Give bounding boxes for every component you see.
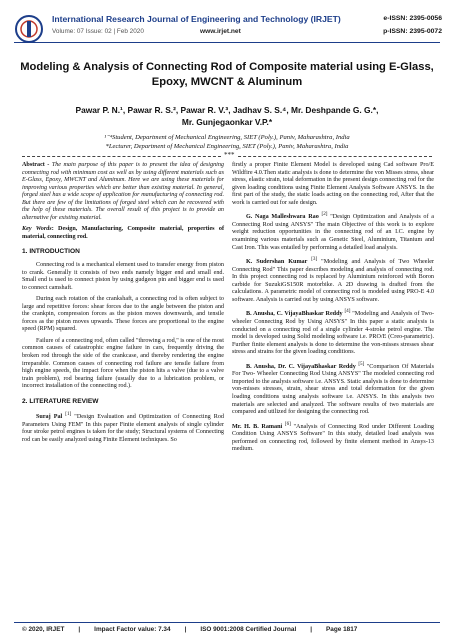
footer-page-number: Page 1817 (326, 626, 358, 633)
lit-ref: [1] (65, 411, 72, 418)
footer-separator: | (310, 626, 313, 633)
literature-item-3 (232, 256, 434, 304)
lit-author: Mr. H. B. Ramani (232, 423, 285, 430)
footer-separator: | (78, 626, 81, 633)
lit-ref: [3] (311, 256, 318, 263)
section-heading-introduction: 1. INTRODUCTION (22, 248, 80, 256)
footer-iso: ISO 9001:2008 Certified Journal (200, 626, 297, 633)
authors-line-1: Pawar P. N.¹, Pawar R. S.², Pawar R. V.³, Jadhav S. S.⁴, Mr. Deshpande G. G.*, (75, 105, 379, 115)
affiliation-lecturer: *Lecturer, Department of Mechanical Engineering, SIET (Poly.), Paniv, Maharashtra, India (105, 142, 349, 150)
lit-text: "Design Optimization and Analysis of a Connecting Rod using ANSYS" The main Objective of this work is to explore weight reduction opportunities in the connecting rod of an I.C. engine by examining various materials such as Genetic Steel, Aluminium, Titanium and Cast Iron. This was entailed by performing a detailed load analysis. (232, 214, 434, 251)
lit-ref: [4] (344, 308, 351, 315)
literature-item-4 (232, 308, 434, 356)
pissn: p-ISSN: 2395-0072 (383, 28, 442, 35)
lit-ref: [6] (284, 420, 291, 427)
lit-author: B. Anusha, C. VijayaBhaskar Reddy (246, 311, 345, 318)
lit-ref: [5] (358, 360, 365, 367)
literature-item-6 (232, 421, 434, 454)
left-column (22, 162, 224, 449)
lit-text: "Comparison Of Materials For Two- Wheeler Connecting Rod Using ANSYS" The modeled connecting rod imported to the analysis software i.e. ANSYS. Static analysis is done to determine von-misses stresses, strain, shear stress and total deformation for the given loading conditions using analysis software i.e. ANSYS. In this analysis two materials are selected and analyzed. The software results of two materials are compared and utilized for designing the connecting rod. (232, 363, 434, 416)
header-rule (14, 42, 440, 43)
keywords (22, 226, 224, 241)
paper-title: Modeling & Analysis of Connecting Rod of Composite material using E-Glass, Epoxy, MWCNT & Aluminum (20, 61, 434, 88)
page-footer (22, 626, 432, 633)
abstract-label: Abstract - (22, 162, 50, 168)
lit-author: G. Naga Malleshwara Rao (246, 214, 322, 221)
literature-item-5 (232, 361, 434, 417)
lit-ref: [2] (321, 211, 328, 218)
abstract (22, 162, 224, 222)
intro-paragraph-2: During each rotation of the crankshaft, a connecting rod is often subject to large and repetitive forces: shear forces due to the angle between the piston and the crankpin, compression forces as the piston moves downwards, and tensile forces as the piston moves upwards. These forces are proportional to the engine speed (RPM) squared. (22, 296, 224, 333)
lit-text: "Modeling and Analysis of Two Wheeler Connecting Rod" This paper describes modeling and analysis of connecting rod. In this project connecting rod is replaced by Aluminium reinforced with Boron carbide for SuzukiGS150R motorbike. A 2D drawing is drafted from the calculations. A parametric model of connecting rod is modeled using PRO-E 4.0 software. Analysis is carried out by using ANSYS software. (232, 259, 434, 303)
footer-rule (14, 622, 440, 623)
lit-text: "Design Evaluation and Optimization of Connecting Rod Parameters Using FEM" In this paper Finite element analysis of single cylinder four stroke petrol engines is taken for the study; Structural systems of Connecting rod can be easily analyzed using Finite Element techniques. So (22, 414, 224, 443)
footer-copyright: © 2020, IRJET (22, 626, 65, 633)
literature-item-2 (232, 211, 434, 252)
footer-impact-factor: Impact Factor value: 7.34 (94, 626, 171, 633)
affiliations (30, 134, 424, 151)
separator-stars: *** (224, 151, 235, 159)
intro-paragraph-3: Failure of a connecting rod, often called "throwing a rod," is one of the most common causes of catastrophic engine failure in cars, frequently driving the broken rod through the side of the crankcase, and thereby rendering the engine irreparable. Common causes of connecting rod failure are tensile failure from high engine speeds, the impact force when the piston hits a valve (due to a valve train problem), rod bearing failure (usually due to a lubrication problem, or incorrect installation of the connecting rod.). (22, 337, 224, 390)
abstract-text: The main purpose of this paper is to present the idea of designing connecting rod with minimum cost as well as by using different materials such as E-Glass, Epoxy, MWCNT and Aluminum. Here we are using these materials for improving various properties which are better than existing material. In general, forged steel has a wide scope of application for manufacturing of connecting rod. But there are few of the limitations of forged steel which can be recovered with the help of these materials. The overall result of this project is to provide an alternative for existing material. (22, 162, 224, 221)
eissn: e-ISSN: 2395-0056 (383, 15, 442, 22)
authors-line-2: Mr. Gunjegaonkar V.P.* (181, 117, 273, 127)
author-list (30, 104, 424, 128)
lit-author: K. Sudershan Kumar (246, 259, 312, 266)
volume-line: Volume: 07 Issue: 02 | Feb 2020 (52, 28, 144, 35)
section-heading-literature-review: 2. LITERATURE REVIEW (22, 397, 99, 405)
literature-item-1-continued: firstly a proper Finite Element Model is developed using Cad software Pro/E Wildfire 4.0.Then static analysis is done to determine the von Misses stress, shear stress, elastic strain, total deformation in the present design connecting rod for the given loading conditions using Finite Element Analysis Software ANSYS. In the first part of the study, the static loads acting on the connecting rod, After that the work is carried out for safe design. (232, 162, 434, 206)
irjet-logo-icon (14, 14, 44, 44)
lit-author: Suraj Pal (36, 414, 66, 421)
affiliation-students: ¹⁻⁴Student, Department of Mechanical Engineering, SIET (Poly.), Paniv, Maharashtra, India (104, 134, 350, 141)
lit-author: B. Anusha, Dr. C. VijayaBhaskar Reddy (246, 363, 359, 370)
right-column (232, 162, 434, 458)
journal-url[interactable]: www.irjet.net (200, 28, 241, 35)
intro-paragraph-1: Connecting rod is a mechanical element used to transfer energy from piston to crank. Generally it consists of two ends namely bigger end and small end. Small end is used to connect piston by using gudgeon pin and bigger end is used to connect camshaft. (22, 262, 224, 291)
literature-item-1 (22, 411, 224, 444)
journal-title: International Research Journal of Engineering and Technology (IRJET) (52, 14, 341, 24)
lit-text: "Analysis of Connecting Rod under Different Loading Condition Using ANSYS Software" In this study, detailed load analysis was performed on connecting rod, followed by finite element method in Ansys-13 medium. (232, 423, 435, 453)
keywords-text: : Design, Manufacturing, Composite material, properties of material, connecting rod. (22, 226, 224, 240)
lit-text: "Modeling and Analysis of Two-wheeler Connecting Rod by Using ANSYS" In this paper a static analysis is conducted on a connecting rod of a single cylinder 4-stroke petrol engine. The model is developed using Solid modeling software i.e. PRO/E (Creo-parametric). Further finite element analysis is done to determine the von-misses stresses shear stress and strains for the given loading conditions. (232, 311, 434, 356)
keywords-label: Key Words (22, 226, 52, 233)
footer-separator: | (184, 626, 187, 633)
